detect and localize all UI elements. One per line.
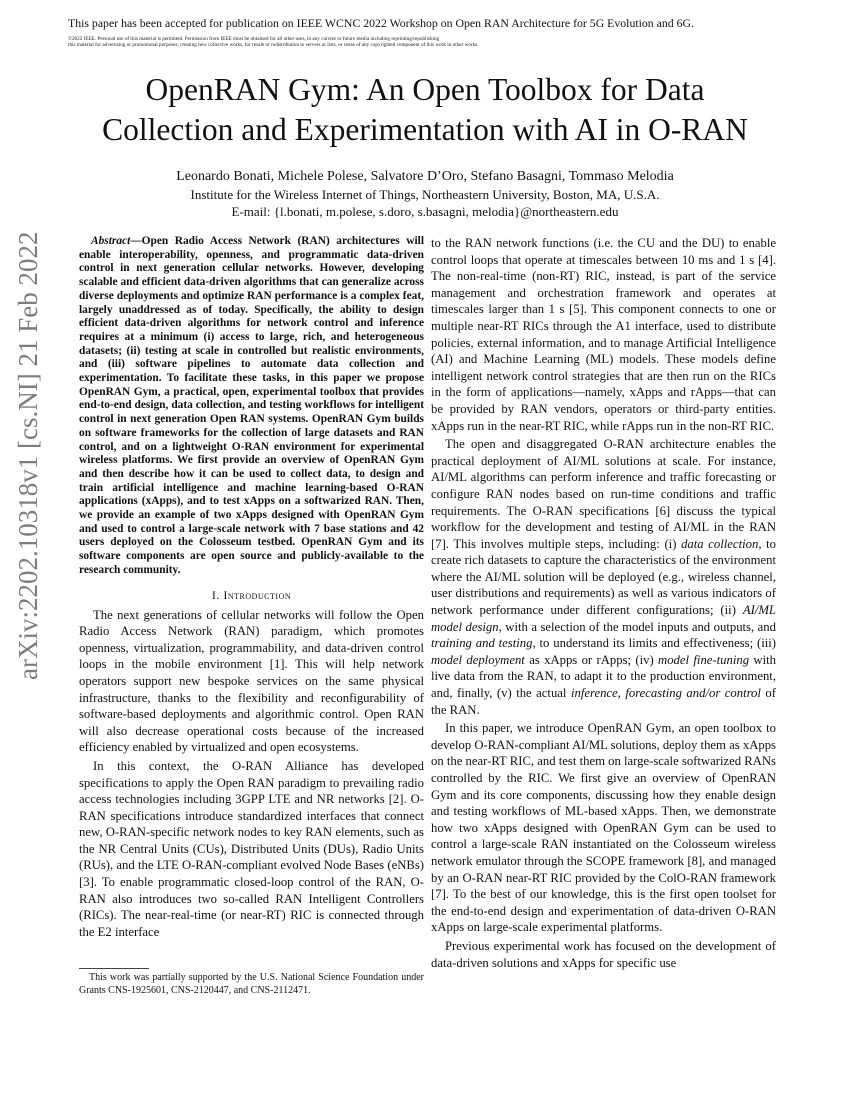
- intro-paragraph-4: The open and disaggregated O-RAN architecture enables the practical deployment of AI/ML solutions at scale. For instance, AI/ML algorithms can perform inference and traffic forecasting or configure RAN nodes based on run-time conditions and traffic requirements. The O-RAN specifications [6] discuss the typical workflow for the development and testing of AI/ML in the RAN [7]. This involves multiple steps, including: (i) data collection, to create rich datasets to capture the characteristics of the environment where the AI/ML solution will be deployed (e.g., wireless channel, user distributions and requirements) as well as various indicators of network performance under different configurations; (ii) AI/ML model design, with a selection of the model inputs and outputs, and training and testing, to understand its limits and effectiveness; (iii) model deployment as xApps or rApps; (iv) model fine-tuning with live data from the RAN, to adapt it to the production environment, and, finally, (v) the actual inference, forecasting and/or control of the RAN.: [431, 437, 776, 717]
- left-column: [79, 235, 424, 942]
- abstract: [79, 235, 424, 578]
- copyright-line-2: this material for advertising or promotional purposes, creating new collective works, for resale or redistribution to servers or lists, or reuse of any copyrighted component of this work in other works.: [68, 42, 479, 49]
- title-line-1: OpenRAN Gym: An Open Toolbox for Data: [145, 72, 705, 107]
- affiliation: Institute for the Wireless Internet of Things, Northeastern University, Boston, MA, U.S.A.: [190, 187, 660, 202]
- paper-title: [40, 70, 810, 150]
- intro-paragraph-1: The next generations of cellular networks will follow the Open Radio Access Network (RAN) paradigm, which promotes openness, virtualization, programmability, and data-driven control loops in the mobile environment [1]. This will help network operators support new bespoke services on the same physical infrastructure, thanks to the flexibility and reconfigurability of software-based deployments and algorithmic control. Open RAN will also decrease operational costs because of the increased efficiency enabled by virtualized and open ecosystems.: [79, 607, 424, 755]
- publication-notice: This paper has been accepted for publication on IEEE WCNC 2022 Workshop on Open RAN Architecture for 5G Evolution and 6G.: [68, 16, 694, 30]
- copyright-notice: [68, 36, 788, 49]
- footnote-divider: [79, 968, 149, 969]
- intro-paragraph-6: Previous experimental work has focused on the development of data-driven solutions and xApps for specific use: [431, 938, 776, 970]
- intro-paragraph-5: In this paper, we introduce OpenRAN Gym, an open toolbox to develop O-RAN-compliant AI/ML solutions, deploy them as xApps on the near-RT RIC, and test them on large-scale softwarized RANs controlled by the RIC. We first give an overview of OpenRAN Gym and its core components, discussing how they enable design and testing workflows of ML-based xApps. Then, we demonstrate how two xApps designed with OpenRAN Gym can be used to control a large-scale RAN instantiated on the Colosseum wireless network emulator through the SCOPE framework [8], and managed by an O-RAN near-RT RIC provided by the ColO-RAN framework [7]. To the best of our knowledge, this is the first open toolset for the end-to-end design and experimentation of data-driven O-RAN xApps on large-scale experimental platforms.: [431, 721, 776, 935]
- intro-paragraph-3: to the RAN network functions (i.e. the CU and the DU) to enable control loops that operate at timescales between 10 ms and 1 s [4]. The non-real-time (non-RT) RIC, instead, is part of the service management and orchestration framework and operates at timescales larger than 1 s [5]. This component connects to one or multiple near-RT RICs through the A1 interface, used to distribute policies, external information, and to manage Artificial Intelligence (AI) and Machine Learning (ML) models. These models define intelligent network control strategies that are then run on the RICs in the form of applications—namely, xApps and rApps—that can be provided by RAN vendors, operators or third-party entities. xApps run in the near-RT RIC, while rApps run in the non-RT RIC.: [431, 236, 776, 433]
- title-line-2: Collection and Experimentation with AI in O-RAN: [102, 112, 748, 147]
- copyright-line-1: ©2022 IEEE. Personal use of this material is permitted. Permission from IEEE must be obtained for all other uses, in any current or future media including reprinting/republishing: [68, 36, 440, 42]
- section-heading-introduction: I. Introduction: [211, 587, 292, 602]
- right-column: [431, 235, 776, 973]
- email: E-mail: {l.bonati, m.polese, s.doro, s.basagni, melodia}@northeastern.edu: [231, 204, 619, 219]
- funding-footnote: This work was partially supported by the U.S. National Science Foundation under Grants CNS-1925601, CNS-2120447, and CNS-2112471.: [79, 972, 424, 996]
- arxiv-stamp: arXiv:2202.10318v1 [cs.NI] 21 Feb 2022: [13, 231, 43, 680]
- abstract-lead: Abstract: [91, 235, 131, 247]
- abstract-text: —Open Radio Access Network (RAN) architectures will enable interoperability, openness, and programmatic data-driven control in next generation cellular networks. However, developing scalable and efficient data-driven algorithms that can generalize across diverse deployments and optimize RAN performance is a complex feat, largely unaddressed as of today. Specifically, the ability to design efficient data-driven algorithms for network control and inference requires at a minimum (i) access to large, rich, and heterogeneous datasets; (ii) testing at scale in controlled but realistic environments, and (iii) software pipelines to automate data collection and experimentation. To facilitate these tasks, in this paper we propose OpenRAN Gym, a practical, open, experimental toolbox that provides end-to-end design, data collection, and testing workflows for intelligent control in next generation Open RAN systems. OpenRAN Gym builds on software frameworks for the collection of large datasets and RAN control, and on a lightweight O-RAN environment for experimental wireless platforms. We first provide an overview of OpenRAN Gym and then describe how it can be used to collect data, to design and train artificial intelligence and machine learning-based O-RAN applications (xApps), and to test xApps on a softwarized RAN. Then, we provide an example of two xApps designed with OpenRAN Gym and used to control a large-scale network with 7 base stations and 42 users deployed on the Colosseum testbed. OpenRAN Gym and its software components are open source and publicly-available to the research community.: [79, 235, 424, 576]
- authors: Leonardo Bonati, Michele Polese, Salvatore D’Oro, Stefano Basagni, Tommaso Melodia: [176, 169, 674, 184]
- intro-paragraph-2: In this context, the O-RAN Alliance has developed specifications to apply the Open RAN paradigm to prevailing radio access technologies including 3GPP LTE and NR networks [2]. O-RAN specifications introduce standardized interfaces that connect new, O-RAN-specific network nodes to key RAN elements, such as the NR Central Units (CUs), Distributed Units (DUs), Radio Units (RUs), and the LTE O-RAN-compliant evolved Node Bases (eNBs) [3]. To enable programmatic closed-loop control of the RAN, O-RAN also introduces two so-called RAN Intelligent Controllers (RICs). The near-real-time (or near-RT) RIC is connected through the E2 interface: [79, 758, 424, 939]
